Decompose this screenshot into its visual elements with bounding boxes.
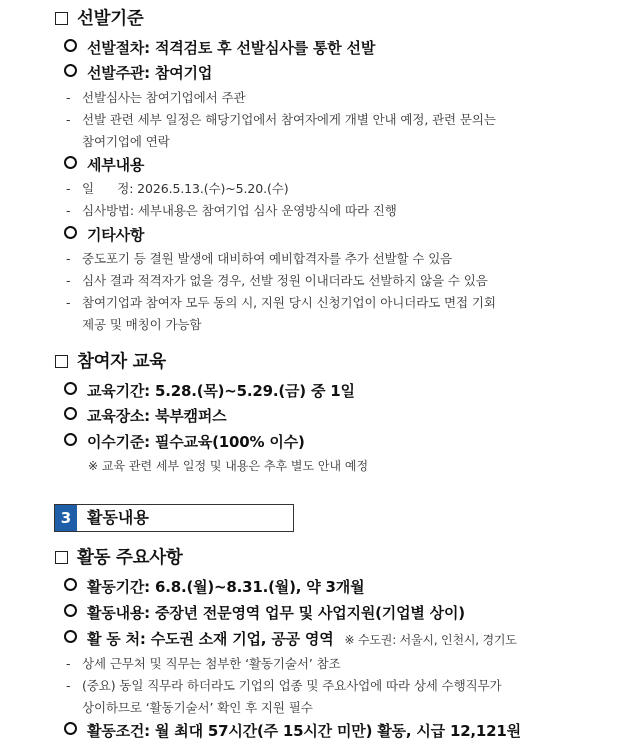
circle-bullet-icon	[64, 604, 77, 617]
education-note: ※ 교육 관련 세부 일정 및 내용은 추후 별도 안내 예정	[88, 459, 369, 473]
dash-item: - 심사방법: 세부내용은 참여기업 심사 운영방식에 따라 진행	[66, 203, 397, 218]
education-criteria: 이수기준: 필수교육(100% 이수)	[64, 431, 305, 452]
dash-item-continued: 상이하므로 ‘활동기술서’ 확인 후 지원 필수	[82, 700, 313, 715]
dash-item: - 상세 근무처 및 직무는 첨부한 ‘활동기술서’ 참조	[66, 656, 341, 671]
section-heading-selection: 선발기준	[55, 5, 143, 30]
circle-bullet-icon	[64, 407, 77, 420]
circle-bullet-icon	[64, 39, 77, 52]
dash-item-continued: 참여기업에 연락	[82, 134, 170, 149]
square-bullet-icon	[55, 12, 68, 25]
circle-bullet-icon	[64, 433, 77, 446]
section-heading-education: 참여자 교육	[55, 348, 166, 373]
circle-bullet-icon	[64, 630, 77, 643]
selection-host: 선발주관: 참여기업	[64, 62, 212, 83]
square-bullet-icon	[55, 551, 68, 564]
activity-period: 활동기간: 6.8.(월)~8.31.(월), 약 3개월	[64, 576, 364, 597]
circle-bullet-icon	[64, 382, 77, 395]
dash-item: - 선발심사는 참여기업에서 주관	[66, 90, 246, 105]
education-place: 교육장소: 북부캠퍼스	[64, 405, 226, 426]
section-banner-title: 활동내용	[87, 508, 149, 527]
activity-place-note: ※ 수도권: 서울시, 인천시, 경기도	[344, 633, 517, 647]
etc-heading: 기타사항	[64, 224, 144, 245]
selection-procedure: 선발절차: 적격검토 후 선발심사를 통한 선발	[64, 37, 375, 58]
education-period: 교육기간: 5.28.(목)~5.29.(금) 중 1일	[64, 380, 355, 401]
circle-bullet-icon	[64, 722, 77, 735]
square-bullet-icon	[55, 355, 68, 368]
circle-bullet-icon	[64, 226, 77, 239]
dash-item: - 선발 관련 세부 일정은 해당기업에서 참여자에게 개별 안내 예정, 관련 문의는	[66, 112, 496, 127]
dash-item: - 참여기업과 참여자 모두 동의 시, 지원 당시 신청기업이 아니더라도 면접 기회	[66, 295, 496, 310]
dash-item: - 일 정: 2026.5.13.(수)~5.20.(수)	[66, 181, 289, 196]
detail-heading: 세부내용	[64, 154, 144, 175]
activity-place: 활 동 처: 수도권 소재 기업, 공공 영역 ※ 수도권: 서울시, 인천시, 경기도	[64, 628, 517, 649]
circle-bullet-icon	[64, 64, 77, 77]
circle-bullet-icon	[64, 578, 77, 591]
section-number-badge: 3	[55, 505, 77, 531]
dash-item: - 중도포기 등 결원 발생에 대비하여 예비합격자를 추가 선발할 수 있음	[66, 251, 453, 266]
dash-item: - (중요) 동일 직무라 하더라도 기업의 업종 및 주요사업에 따라 상세 수행직무가	[66, 678, 502, 693]
activity-conditions: 활동조건: 월 최대 57시간(주 15시간 미만) 활동, 시급 12,121원	[64, 720, 521, 741]
circle-bullet-icon	[64, 156, 77, 169]
section-heading-activity: 활동 주요사항	[55, 544, 182, 569]
dash-item-continued: 제공 및 매칭이 가능함	[82, 317, 202, 332]
section-banner	[54, 504, 294, 532]
activity-content: 활동내용: 중장년 전문영역 업무 및 사업지원(기업별 상이)	[64, 602, 465, 623]
dash-item: - 심사 결과 적격자가 없을 경우, 선발 정원 이내더라도 선발하지 않을 수 있음	[66, 273, 488, 288]
